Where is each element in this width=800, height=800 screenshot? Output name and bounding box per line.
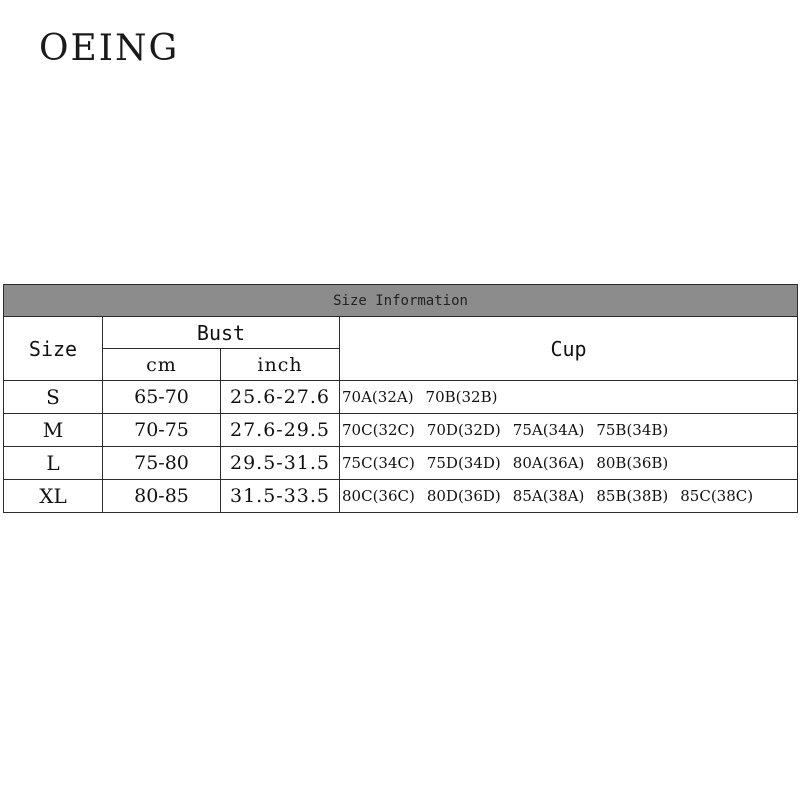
cup-cell <box>340 381 798 414</box>
table-row <box>4 447 798 480</box>
cup-code: 80B(36B) <box>596 454 669 472</box>
table-row <box>4 480 798 513</box>
header-bust: Bust <box>103 317 340 349</box>
cup-code: 70C(32C) <box>342 421 415 439</box>
header-inch: inch <box>221 349 340 381</box>
cup-cell <box>340 414 798 447</box>
bust-cm-cell: 65-70 <box>103 381 221 414</box>
cup-code: 85B(38B) <box>596 487 669 505</box>
cup-code: 75B(34B) <box>596 421 669 439</box>
cup-code: 70D(32D) <box>426 421 501 439</box>
size-information-table <box>3 284 798 513</box>
table-row <box>4 381 798 414</box>
cup-code: 80A(36A) <box>512 454 585 472</box>
bust-cm-cell: 75-80 <box>103 447 221 480</box>
cup-cell <box>340 447 798 480</box>
header-size: Size <box>4 317 103 381</box>
bust-inch-cell: 27.6-29.5 <box>221 414 340 447</box>
size-cell: L <box>4 447 103 480</box>
table-caption: Size Information <box>4 285 798 317</box>
cup-code: 75D(34D) <box>426 454 501 472</box>
size-cell: XL <box>4 480 103 513</box>
cup-code: 70A(32A) <box>342 388 414 406</box>
size-cell: S <box>4 381 103 414</box>
cup-code: 75A(34A) <box>512 421 585 439</box>
table-row <box>4 414 798 447</box>
bust-inch-cell: 31.5-33.5 <box>221 480 340 513</box>
cup-code: 75C(34C) <box>342 454 415 472</box>
header-cm: cm <box>103 349 221 381</box>
bust-cm-cell: 70-75 <box>103 414 221 447</box>
header-cup: Cup <box>340 317 798 381</box>
cup-code: 70B(32B) <box>425 388 498 406</box>
cup-code: 80D(36D) <box>426 487 501 505</box>
size-cell: M <box>4 414 103 447</box>
bust-cm-cell: 80-85 <box>103 480 221 513</box>
brand-logo-text: OEING <box>39 28 180 69</box>
cup-code: 85C(38C) <box>680 487 754 505</box>
bust-inch-cell: 25.6-27.6 <box>221 381 340 414</box>
cup-code: 85A(38A) <box>512 487 585 505</box>
bust-inch-cell: 29.5-31.5 <box>221 447 340 480</box>
cup-cell <box>340 480 798 513</box>
cup-code: 80C(36C) <box>342 487 415 505</box>
